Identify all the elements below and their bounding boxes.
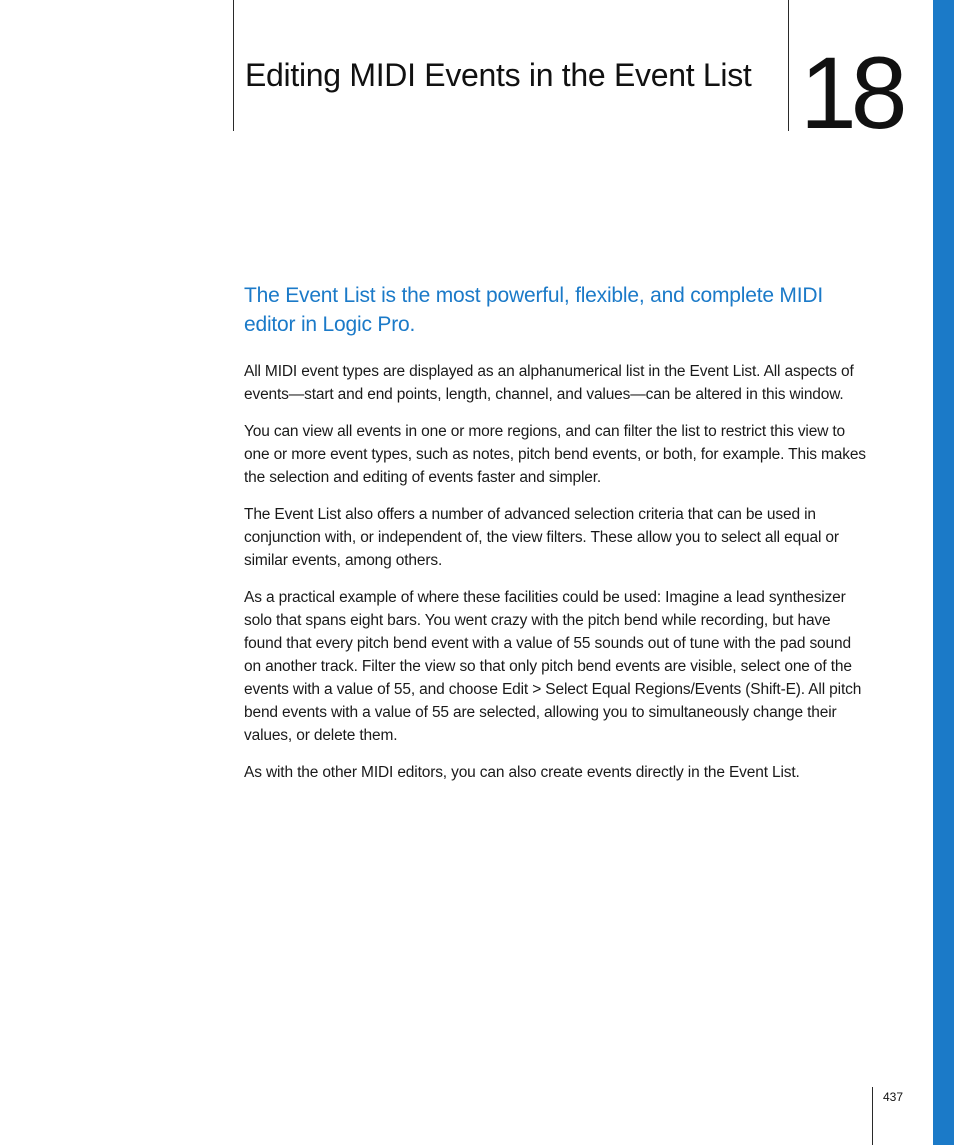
header-left-rule: [233, 0, 234, 131]
body-paragraph: All MIDI event types are displayed as an alphanumerical list in the Event List. All aspects of events—start and end points, length, channel, and values—can be altered in this window.: [244, 363, 854, 403]
chapter-number: 18: [800, 36, 902, 150]
chapter-intro: The Event List is the most powerful, flexible, and complete MIDI editor in Logic Pro.: [244, 284, 823, 336]
body-paragraph: As a practical example of where these facilities could be used: Imagine a lead synthesizer solo that spans eight bars. You went crazy with the pitch bend while recording, but have found that every pitch bend event with a value of 55 sounds out of tune with the pad sound on another track. Filter the view so that only pitch bend events are visible, select one of the events with a value of 55, and choose Edit > Select Equal Regions/Events (Shift-E). All pitch bend events with a value of 55 are selected, allowing you to simultaneously change their values, or delete them.: [244, 589, 862, 744]
body-paragraph: The Event List also offers a number of advanced selection criteria that can be used in conjunction with, or independent of, the view filters. These allow you to select all equal or similar events, among others.: [244, 506, 839, 569]
chapter-title: Editing MIDI Events in the Event List: [245, 57, 752, 93]
header-right-rule: [788, 0, 789, 131]
body-paragraph: You can view all events in one or more regions, and can filter the list to restrict this view to one or more event types, such as notes, pitch bend events, or both, for example. This makes the selection and editing of events faster and simpler.: [244, 423, 866, 486]
chapter-body: [244, 360, 872, 798]
page-number: 437: [883, 1090, 904, 1104]
chapter-side-tab: [933, 0, 954, 1145]
body-paragraph: As with the other MIDI editors, you can also create events directly in the Event List.: [244, 764, 800, 781]
footer-rule: [872, 1087, 873, 1145]
